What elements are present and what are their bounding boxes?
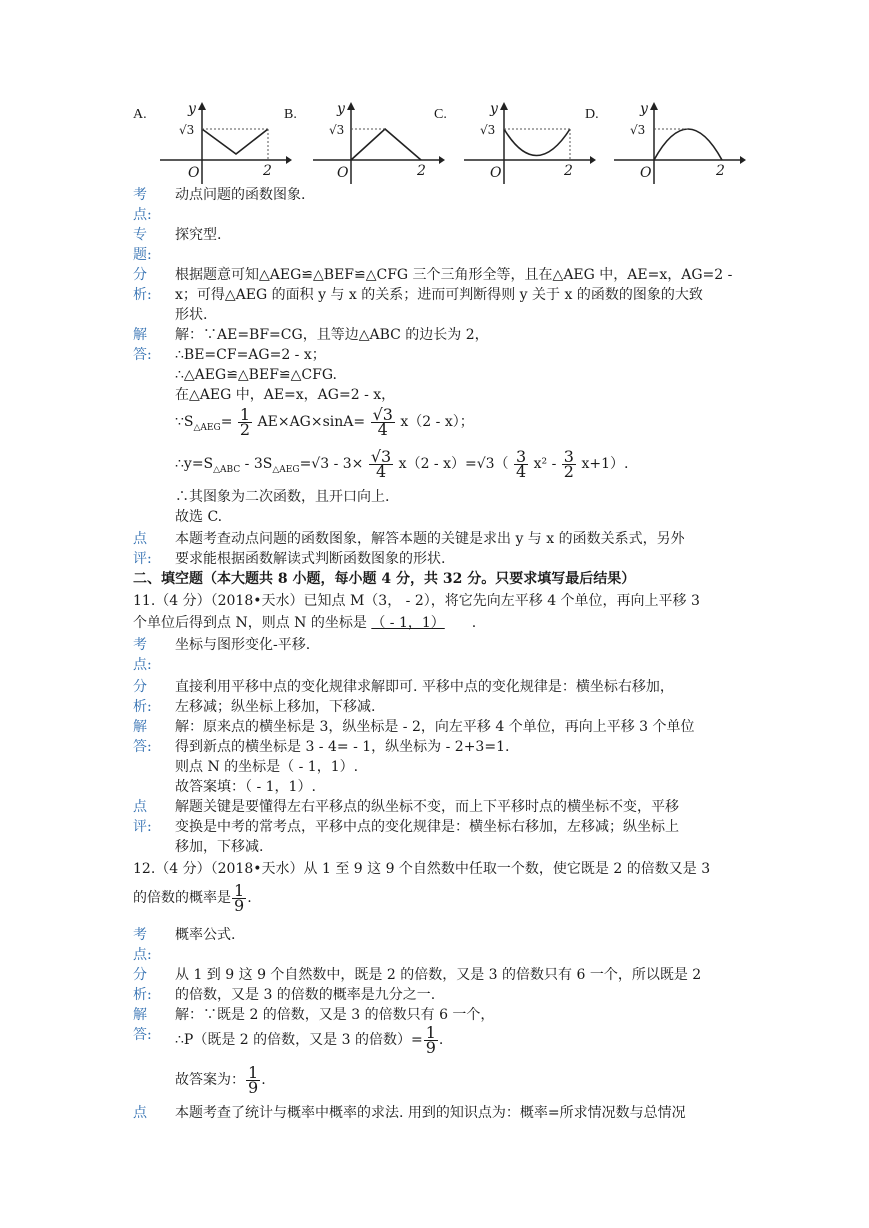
label-da: 答: bbox=[133, 739, 152, 755]
label-jie: 解 bbox=[133, 1007, 147, 1023]
origin-label: O bbox=[640, 165, 652, 181]
q10-jieda-line1: 解：∵AE=BF=CG，且等边△ABC 的边长为 2， bbox=[175, 327, 489, 343]
q12-fenxi-line2: 的倍数，又是 3 的倍数的概率是九分之一. bbox=[175, 987, 436, 1003]
label-xi: 析: bbox=[133, 987, 152, 1003]
label-da: 答: bbox=[133, 347, 152, 363]
sqrt3-tick: √3 bbox=[630, 123, 646, 137]
label-xi: 析: bbox=[133, 699, 152, 715]
q10-jieda-line3: ∴△AEG≌△BEF≌△CFG. bbox=[175, 367, 337, 383]
q11-dianping-line2: 变换是中考的常考点，平移中点的变化规律是：横坐标右移加，左移减；纵坐标上 bbox=[175, 819, 679, 835]
option-d-label: D. bbox=[585, 107, 599, 122]
x-tick-2: 2 bbox=[564, 163, 573, 179]
q12-dianping-line1: 本题考查了统计与概率中概率的求法. 用到的知识点为：概率=所求情况数与总情况 bbox=[175, 1105, 686, 1121]
fraction-3-over-4: $\frac{3}{4}$ bbox=[516, 446, 527, 481]
q11-stem-line1: 11.（4 分）（2018•天水）已知点 M（3， - 2），将它先向左平移 4 个单位，再向上平移 3 bbox=[133, 593, 700, 609]
graph-option-a bbox=[152, 96, 292, 186]
section-heading: 二、填空题（本大题共 8 小题，每小题 4 分，共 32 分。只要求填写最后结果） bbox=[133, 571, 636, 587]
label-zhuan: 专 bbox=[133, 227, 147, 243]
sqrt3-tick: √3 bbox=[179, 123, 195, 137]
q10-jieda-line8: 故选 C. bbox=[175, 509, 223, 525]
fraction-one-ninth: $\frac{1}{9}$ bbox=[425, 1022, 436, 1057]
origin-label: O bbox=[188, 165, 200, 181]
q10-jieda-line5: $\because S_{\triangle AEG}=$ $\frac{1}{2}$ AE×AG×sinA= $\frac{√3}{4}$ x（2 - x）； bbox=[175, 404, 474, 439]
y-axis-label: y bbox=[188, 101, 196, 117]
q12-jieda-line3: 故答案为： $\frac{1}{9}$ . bbox=[175, 1062, 266, 1097]
label-dian: 点: bbox=[133, 947, 152, 963]
origin-label: O bbox=[337, 165, 349, 181]
q10-fenxi-line2: x；可得△AEG 的面积 y 与 x 的关系；进而可判断得则 y 关于 x 的函数的图象的大致 bbox=[175, 287, 703, 303]
label-kao: 考 bbox=[133, 187, 147, 203]
q10-dianping-line2: 要求能根据函数解读式判断函数图象的形状. bbox=[175, 551, 446, 567]
q11-fenxi-line2: 左移减；纵坐标上移加，下移减. bbox=[175, 699, 376, 715]
label-kao: 考 bbox=[133, 637, 147, 653]
y-axis-label: y bbox=[490, 101, 498, 117]
q10-jieda-line6: $\therefore y=S_{\triangle ABC} - 3S_{\triangle AEG}=√3 - 3\times$ $\frac{√3}{4}$ x（2 - x）=√3（ $\frac{3}{4}$ x² - $\frac{3}{2}$ x+1）. bbox=[175, 446, 629, 481]
q10-jieda-line2: ∴BE=CF=AG=2 - x； bbox=[175, 347, 326, 363]
x-tick-2: 2 bbox=[417, 163, 426, 179]
label-ping: 评: bbox=[133, 819, 152, 835]
q10-zhuanti: 探究型. bbox=[175, 227, 222, 243]
q11-fenxi-line1: 直接利用平移中点的变化规律求解即可. 平移中点的变化规律是：横坐标右移加， bbox=[175, 679, 674, 695]
option-b-label: B. bbox=[284, 107, 297, 122]
label-da: 答: bbox=[133, 1027, 152, 1043]
origin-label: O bbox=[490, 165, 502, 181]
fraction-sqrt3-over-4: $\frac{√3}{4}$ bbox=[372, 404, 393, 439]
q11-jieda-line4: 故答案填：（ - 1，1）. bbox=[175, 779, 316, 795]
label-dian: 点: bbox=[133, 657, 152, 673]
option-c-label: C. bbox=[434, 107, 447, 122]
q10-fenxi-line3: 形状. bbox=[175, 307, 208, 323]
q11-jieda-line2: 得到新点的横坐标是 3 - 4= - 1，纵坐标为 - 2+3=1. bbox=[175, 739, 510, 755]
q10-dianping-line1: 本题考查动点问题的函数图象，解答本题的关键是求出 y 与 x 的函数关系式，另外 bbox=[175, 531, 685, 547]
q10-kaodian: 动点问题的函数图象. bbox=[175, 187, 306, 203]
label-dian: 点 bbox=[133, 531, 147, 547]
fraction-one-ninth: $\frac{1}{9}$ bbox=[234, 880, 245, 915]
label-fen: 分 bbox=[133, 967, 147, 983]
label-fen: 分 bbox=[133, 267, 147, 283]
label-jie: 解 bbox=[133, 719, 147, 735]
graph-option-d bbox=[606, 96, 746, 186]
q12-jieda-line2: ∴P（既是 2 的倍数，又是 3 的倍数）= $\frac{1}{9}$ . bbox=[175, 1022, 444, 1057]
q11-stem-line2: 个单位后得到点 N，则点 N 的坐标是 （ - 1，1） . bbox=[133, 615, 477, 631]
label-jie: 解 bbox=[133, 327, 147, 343]
label-ti: 题: bbox=[133, 247, 152, 263]
x-tick-2: 2 bbox=[263, 163, 272, 179]
q11-jieda-line3: 则点 N 的坐标是（ - 1，1）. bbox=[175, 759, 359, 775]
q11-dianping-line3: 移加，下移减. bbox=[175, 839, 264, 855]
fraction-one-half: $\frac{1}{2}$ bbox=[239, 404, 251, 439]
label-fen: 分 bbox=[133, 679, 147, 695]
q10-jieda-line4: 在△AEG 中，AE=x，AG=2 - x， bbox=[175, 387, 396, 403]
graph-option-b bbox=[305, 96, 445, 186]
q12-stem-line2: 的倍数的概率是 $\frac{1}{9}$ . bbox=[133, 880, 252, 915]
sqrt3-tick: √3 bbox=[329, 123, 345, 137]
q12-kaodian: 概率公式. bbox=[175, 927, 236, 943]
q12-stem-line1: 12.（4 分）（2018•天水）从 1 至 9 这 9 个自然数中任取一个数，使它既是 2 的倍数又是 3 bbox=[133, 861, 711, 877]
sqrt3-tick: √3 bbox=[480, 123, 496, 137]
q12-jieda-line1: 解：∵既是 2 的倍数，又是 3 的倍数只有 6 一个， bbox=[175, 1007, 495, 1023]
label-kao: 考 bbox=[133, 927, 147, 943]
y-axis-label: y bbox=[640, 101, 648, 117]
fraction-sqrt3-over-4: $\frac{√3}{4}$ bbox=[370, 446, 392, 481]
label-xi: 析: bbox=[133, 287, 152, 303]
x-tick-2: 2 bbox=[716, 163, 725, 179]
label-dian: 点 bbox=[133, 1105, 147, 1121]
fraction-3-over-2: $\frac{3}{2}$ bbox=[563, 446, 574, 481]
q10-fenxi-line1: 根据题意可知△AEG≌△BEF≌△CFG 三个三角形全等，且在△AEG 中，AE=x，AG=2 - bbox=[175, 267, 733, 283]
q11-answer-blank: （ - 1，1） bbox=[371, 615, 445, 631]
fraction-one-ninth: $\frac{1}{9}$ bbox=[248, 1062, 259, 1097]
graph-option-c bbox=[456, 96, 596, 186]
label-ping: 评: bbox=[133, 551, 152, 567]
q11-kaodian: 坐标与图形变化-平移. bbox=[175, 637, 311, 653]
option-a-label: A. bbox=[133, 107, 147, 122]
label-dian: 点: bbox=[133, 207, 152, 223]
q10-jieda-line7: ∴其图象为二次函数，且开口向上. bbox=[175, 489, 390, 505]
label-dian: 点 bbox=[133, 799, 147, 815]
q11-dianping-line1: 解题关键是要懂得左右平移点的纵坐标不变，而上下平移时点的横坐标不变，平移 bbox=[175, 799, 679, 815]
q12-fenxi-line1: 从 1 到 9 这 9 个自然数中，既是 2 的倍数，又是 3 的倍数只有 6 一个，所以既是 2 bbox=[175, 967, 702, 983]
y-axis-label: y bbox=[337, 101, 345, 117]
q11-jieda-line1: 解：原来点的横坐标是 3，纵坐标是 - 2，向左平移 4 个单位，再向上平移 3 个单位 bbox=[175, 719, 695, 735]
